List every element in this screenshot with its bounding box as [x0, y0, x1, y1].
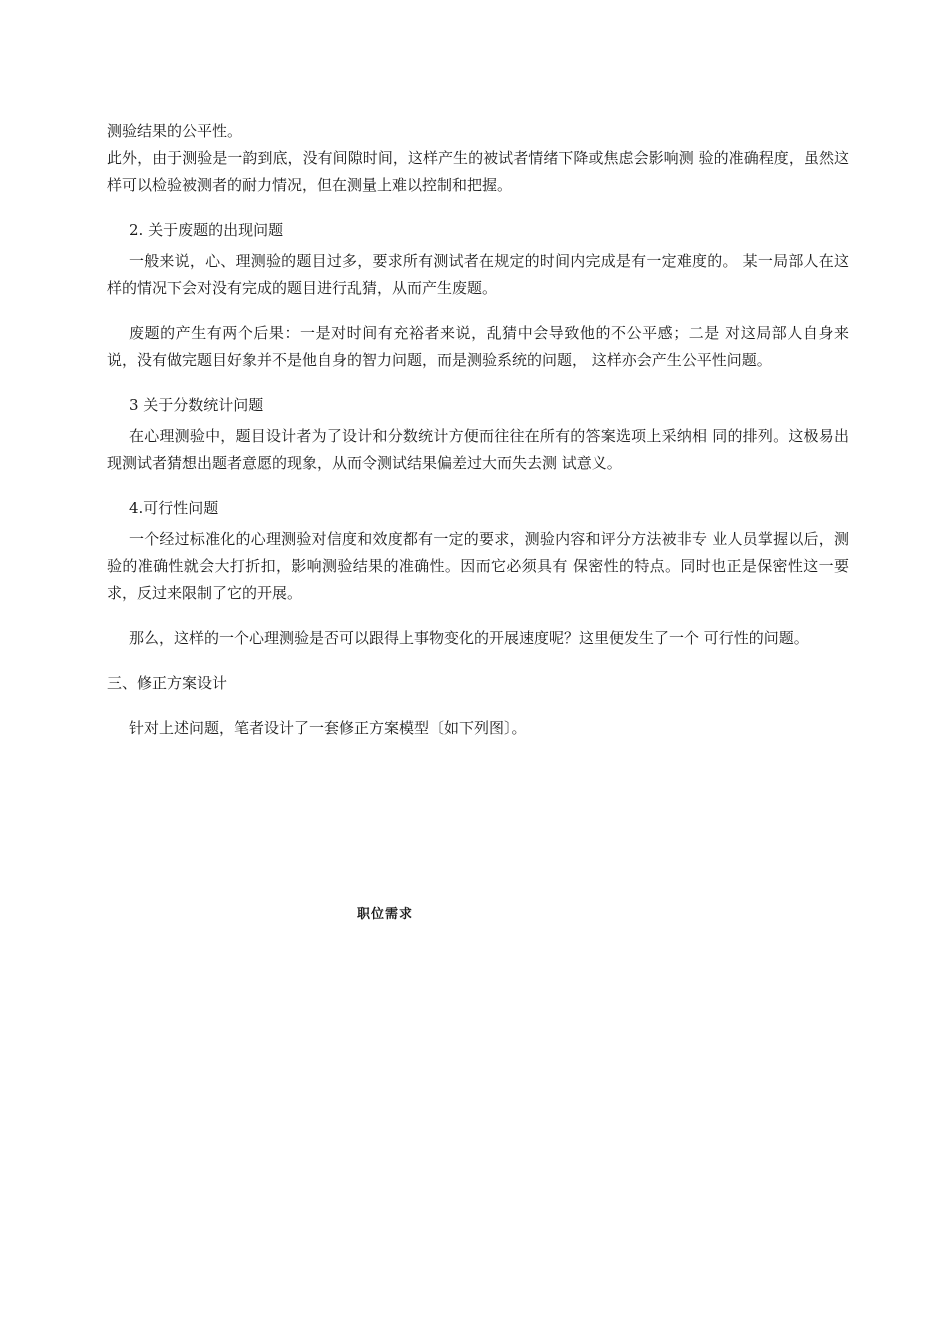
heading-feasibility: 4.可行性问题	[129, 499, 219, 517]
heading-invalid-questions: 2. 关于废题的出现问题	[129, 221, 284, 239]
paragraph-score-statistics: 在心理测验中，题目设计者为了设计和分数统计方便而往往在所有的答案选项上采纳相 同的排列。这极易出现测试者猜想出题者意愿的现象，从而令测试结果偏差过大而失去测 试意义。	[107, 427, 849, 472]
diagram-title: 职位需求	[357, 907, 414, 922]
paragraph-consequences: 废题的产生有两个后果：一是对时间有充裕者来说，乱猜中会导致他的不公平感；二是 对这局部人自身来说，没有做完题目好象并不是他自身的智力问题，而是测验系统的问题， 这样亦会产生公平性问题。	[107, 324, 849, 369]
paragraph-endurance: 此外，由于测验是一韵到底，没有间隙时间，这样产生的被试者情绪下降或焦虑会影响测 验的准确程度，虽然这样可以检验被测者的耐力情况，但在测量上难以控制和把握。	[107, 149, 849, 194]
paragraph-invalid-questions: 一般来说，心、理测验的题目过多，要求所有测试者在规定的时间内完成是有一定难度的。 某一局部人在这样的情况下会对没有完成的题目进行乱猜，从而产生废题。	[107, 252, 849, 297]
paragraph-revision-model: 针对上述问题，笔者设计了一套修正方案模型〔如下列图〕。	[129, 719, 527, 737]
document-body	[107, 118, 849, 742]
section-title-revision: 三、修正方案设计	[107, 674, 228, 692]
heading-score-statistics: 3 关于分数统计问题	[129, 396, 264, 414]
paragraph-confidentiality: 一个经过标准化的心理测验对信度和效度都有一定的要求，测验内容和评分方法被非专 业人员掌握以后，测验的准确性就会大打折扣，影响测验结果的准确性。因而它必须具有 保密性的特点。同时也正是保密性这一要求，反过来限制了它的开展。	[107, 530, 849, 602]
paragraph-feasibility-question: 那么，这样的一个心理测验是否可以跟得上事物变化的开展速度呢？这里便发生了一个 可行性的问题。	[129, 629, 809, 647]
paragraph-continued: 测验结果的公平性。	[107, 122, 243, 140]
